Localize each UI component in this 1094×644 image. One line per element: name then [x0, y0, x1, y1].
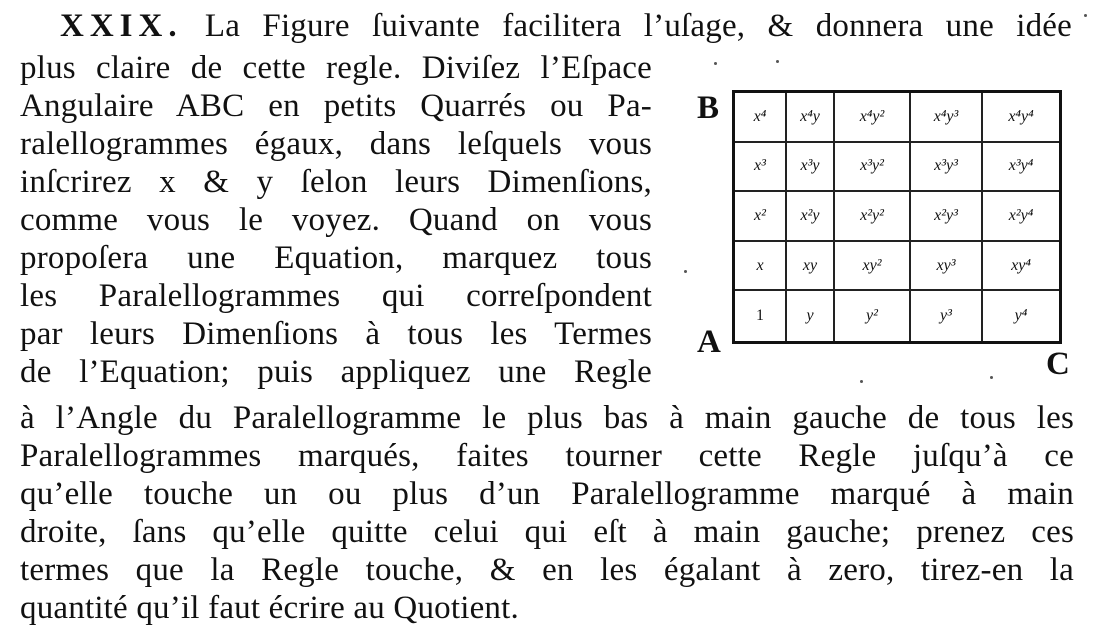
- grid-cell: xy²: [835, 242, 911, 292]
- grid-cell: x: [735, 242, 787, 292]
- text-line-left-2: Angulaire ABC en petits Quarrés ou Pa-: [20, 88, 652, 124]
- corner-label-c: C: [1046, 346, 1070, 382]
- grid-cell: y: [787, 291, 835, 341]
- text-line-left-7: les Paralellogrammes qui correſpondent: [20, 278, 652, 314]
- grid-cell: x³y²: [835, 143, 911, 193]
- grid-cell: x²y³: [911, 192, 983, 242]
- text-line-left-9: de l’Equation; puis appliquez une Regle: [20, 354, 652, 390]
- text-line-wide-2: Paralellogrammes marqués, faites tourner cette Regle juſqu’à ce: [20, 438, 1074, 474]
- print-speck: [776, 60, 779, 63]
- grid-cell: y³: [911, 291, 983, 341]
- print-speck: [714, 62, 717, 65]
- print-speck: [860, 380, 863, 383]
- grid-cell: xy: [787, 242, 835, 292]
- print-speck: [990, 376, 993, 379]
- paragraph-first-line-text: La Figure ſuivante facilitera l’uſage, & donnera une idée: [204, 8, 1072, 44]
- grid-cell: x²y⁴: [983, 192, 1059, 242]
- paragraph-first-line: [60, 8, 1072, 44]
- text-line-left-1: plus claire de cette regle. Diviſez l’Eſpace: [20, 50, 652, 86]
- grid-cell: x⁴y²: [835, 93, 911, 143]
- grid-cell: [735, 291, 787, 341]
- text-line-wide-3: qu’elle touche un ou plus d’un Paralellogramme marqué à main: [20, 476, 1074, 512]
- grid-cell: x²y²: [835, 192, 911, 242]
- text-line-left-5: comme vous le voyez. Quand on vous: [20, 202, 652, 238]
- grid-cell: xy³: [911, 242, 983, 292]
- print-speck: [684, 270, 687, 273]
- text-line-wide-4: droite, ſans qu’elle quitte celui qui eſt à main gauche; prenez ces: [20, 514, 1074, 550]
- text-line-wide-5: termes que la Regle touche, & en les égalant à zero, tirez-en la: [20, 552, 1074, 588]
- grid-cell: x²: [735, 192, 787, 242]
- grid-cell: x⁴: [735, 93, 787, 143]
- grid-cell: x²y: [787, 192, 835, 242]
- paragraph-number: XXIX.: [60, 8, 183, 44]
- text-line-left-4: inſcrirez x & y ſelon leurs Dimenſions,: [20, 164, 652, 200]
- corner-label-a: A: [697, 324, 721, 360]
- grid-cell-value: 1: [756, 307, 764, 325]
- text-line-left-8: par leurs Dimenſions à tous les Termes: [20, 316, 652, 352]
- dimension-grid-figure: [732, 90, 1062, 344]
- text-line-left-3: ralellogrammes égaux, dans leſquels vous: [20, 126, 652, 162]
- grid-cell: x³y: [787, 143, 835, 193]
- grid-cell: x⁴y⁴: [983, 93, 1059, 143]
- grid-cell: y⁴: [1014, 307, 1028, 325]
- corner-label-b: B: [697, 90, 720, 126]
- print-speck: [1084, 14, 1087, 17]
- text-line-wide-6: quantité qu’il faut écrire au Quotient.: [20, 590, 519, 626]
- grid-cell: x³y³: [911, 143, 983, 193]
- grid-cell: x³: [735, 143, 787, 193]
- text-line-wide-1: à l’Angle du Paralellogramme le plus bas à main gauche de tous les: [20, 400, 1074, 436]
- text-line-left-6: propoſera une Equation, marquez tous: [20, 240, 652, 276]
- grid-cell: x³y⁴: [983, 143, 1059, 193]
- grid-cell: x⁴y³: [911, 93, 983, 143]
- grid-cell: xy⁴: [983, 242, 1059, 292]
- grid-cell: x⁴y: [787, 93, 835, 143]
- grid-cell: y²: [835, 291, 911, 341]
